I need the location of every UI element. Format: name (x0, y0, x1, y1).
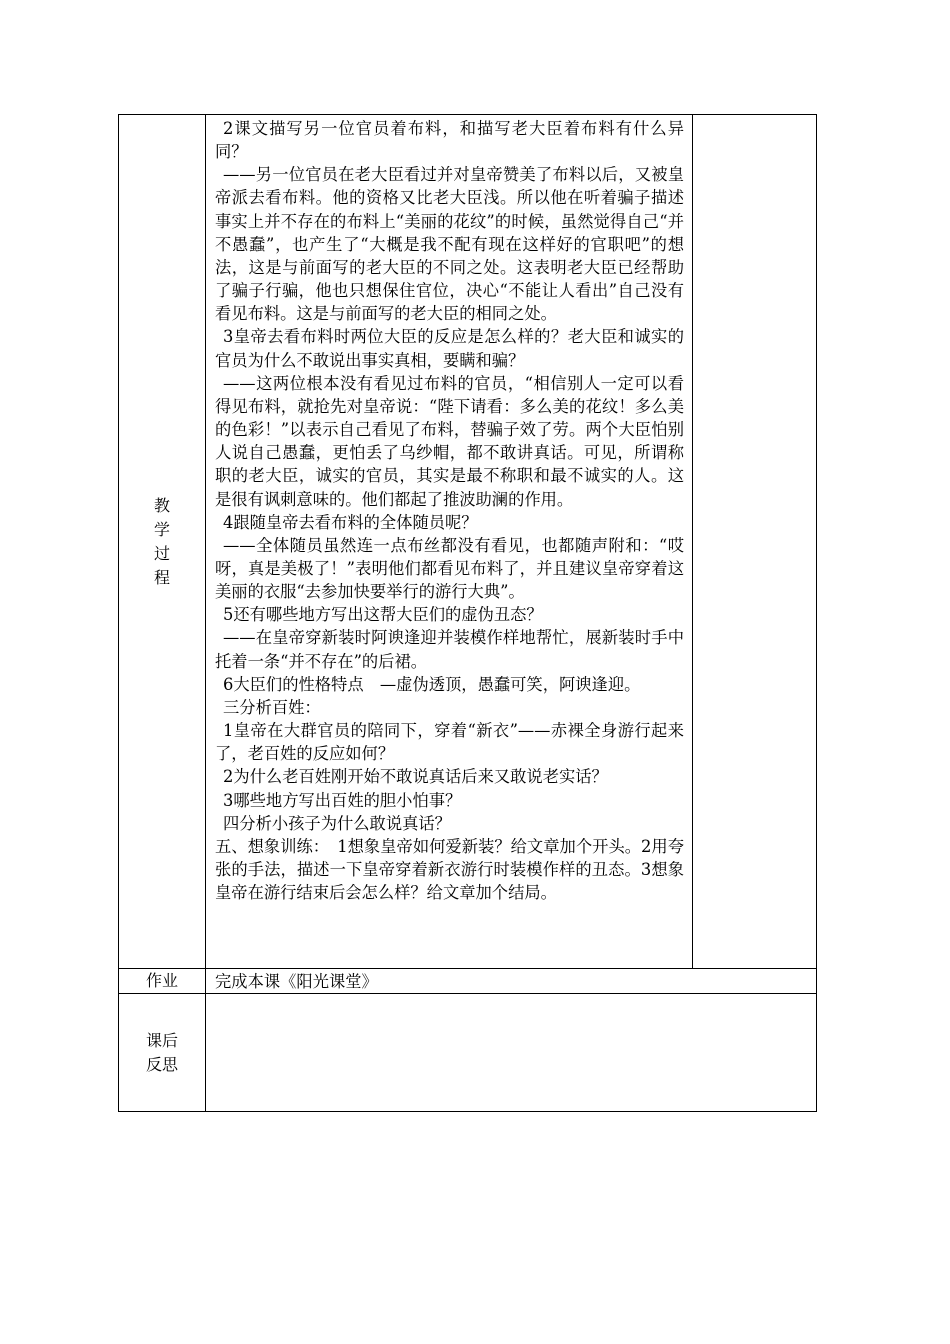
process-paragraph: 三分析百姓： (223, 697, 321, 717)
homework-label-cell (119, 969, 206, 994)
homework-row (119, 969, 817, 994)
reflection-label-cell (119, 994, 206, 1112)
lesson-plan-table (118, 114, 817, 1112)
reflection-row (119, 994, 817, 1112)
process-paragraph: 3哪些地方写出百姓的胆小怕事？ (223, 790, 462, 810)
process-paragraph: 2为什么老百姓刚开始不敢说真话后来又敢说老实话？ (223, 767, 608, 787)
teaching-process-notes-cell (693, 115, 817, 969)
process-paragraph: 5还有哪些地方写出这帮大臣们的虚伪丑态？ (223, 605, 543, 625)
reflection-content (206, 994, 817, 1112)
process-paragraph: ——这两位根本没有看见过布料的官员，“相信别人一定可以看得见布料，就抢先对皇帝说：“陛下请看：多么美的花纹！多么美的色彩！”以表示自己看见了布料，替骗子效了劳。两个大臣怕别人说自己愚蠢，更怕丢了乌纱帽，都不敢讲真话。可见，所谓称职的老大臣，诚实的官员，其实是最不称职和最不诚实的人。这是很有讽刺意味的。他们都起了推波助澜的作用。 (215, 373, 684, 509)
process-paragraph: 6大臣们的性格特点 —虚伪透顶，愚蠢可笑，阿谀逢迎。 (223, 674, 641, 694)
process-paragraph: 1皇帝在大群官员的陪同下，穿着“新衣”——赤裸全身游行起来了，老百姓的反应如何？ (215, 721, 684, 764)
teaching-process-row (119, 115, 817, 969)
process-paragraph: ——另一位官员在老大臣看过并对皇帝赞美了布料以后，又被皇帝派去看布料。他的资格又比老大臣浅。所以他在听着骗子描述事实上并不存在的布料上“美丽的花纹”的时候，虽然觉得自己“并不愚蠢”，也产生了“大概是我不配有现在这样好的官职吧”的想法，这是与前面写的老大臣的不同之处。这表明老大臣已经帮助了骗子行骗，他也只想保住官位，决心“不能让人看出”自己没有看见布料。这是与前面写的老大臣的相同之处。 (215, 165, 684, 324)
reflection-label-line-1: 课后 (145, 1030, 178, 1050)
process-paragraph: ——在皇帝穿新装时阿谀逢迎并装模作样地帮忙，展新装时手中托着一条“并不存在”的后裙。 (215, 628, 684, 671)
teaching-process-label-cell (119, 115, 206, 969)
homework-content: 完成本课《阳光课堂》 (206, 969, 817, 994)
process-paragraph: 五、想象训练： 1想象皇帝如何爱新装？给文章加个开头。2用夸张的手法，描述一下皇帝穿着新衣游行时装模作样的丑态。3想象皇帝在游行结束后会怎么样？给文章加个结局。 (215, 836, 684, 903)
reflection-label-line-2: 反思 (145, 1054, 178, 1074)
process-paragraph: 4跟随皇帝去看布料的全体随员呢？ (223, 512, 478, 532)
process-paragraph: 3皇帝去看布料时两位大臣的反应是怎么样的？老大臣和诚实的官员为什么不敢说出事实真相，要瞒和骗？ (215, 327, 684, 370)
teaching-process-content (206, 115, 693, 969)
teaching-process-label: 教学过程 (153, 495, 170, 587)
homework-label: 作业 (145, 971, 178, 990)
process-paragraph: 2课文描写另一位官员着布料，和描写老大臣着布料有什么异同？ (215, 119, 684, 162)
process-paragraph: ——全体随员虽然连一点布丝都没有看见，也都随声附和：“哎呀，真是美极了！”表明他们都看见布料了，并且建议皇帝穿着这美丽的衣服“去参加快要举行的游行大典”。 (215, 535, 684, 602)
process-paragraph: 四分析小孩子为什么敢说真话？ (223, 813, 451, 833)
